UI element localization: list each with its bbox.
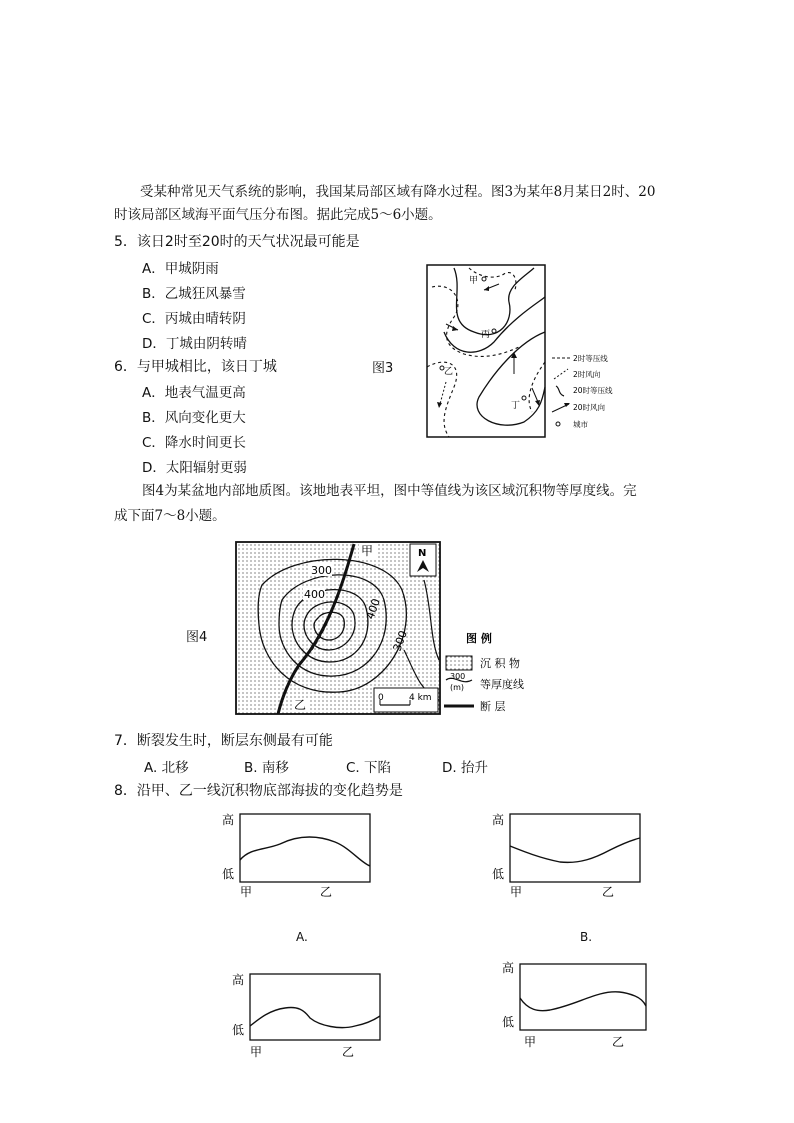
- city-ding-marker: [522, 396, 526, 400]
- question-6-option-b[interactable]: B．风向变化更大: [142, 410, 246, 426]
- graph-a-end: 乙: [320, 885, 333, 898]
- intro-paragraph-1-line-2: 时该局部区域海平面气压分布图。据此完成5～6小题。: [114, 207, 442, 223]
- question-7-option-d[interactable]: D. 抬升: [442, 760, 488, 776]
- question-6-option-a[interactable]: A．地表气温更高: [142, 385, 246, 401]
- intro-paragraph-1-line-1: 受某种常见天气系统的影响，我国某局部区域有降水过程。图3为某年8月某日2时、20: [140, 184, 656, 200]
- scale-end: 4 km: [409, 693, 432, 703]
- graph-a-curve: [240, 837, 370, 866]
- contour-label-400-left: 400: [304, 588, 325, 601]
- question-8-graph-d[interactable]: [500, 958, 660, 1054]
- contour-label-300-top: 300: [311, 564, 332, 577]
- question-8-graph-b[interactable]: [490, 808, 650, 898]
- figure-4-geology-map: [234, 540, 536, 716]
- graph-c-low: 低: [232, 1023, 245, 1037]
- figure-4-label: 图4: [186, 630, 208, 645]
- question-7-stem: 7．断裂发生时，断层东侧最有可能: [114, 733, 333, 749]
- graph-b-curve: [510, 838, 640, 862]
- city-bing-marker: [492, 329, 496, 333]
- isobar-20h-1: [454, 268, 534, 335]
- question-6-option-c[interactable]: C．降水时间更长: [142, 435, 246, 451]
- legend-2h-wind: 2时风向: [573, 370, 601, 379]
- question-5-option-b[interactable]: B．乙城狂风暴雪: [142, 286, 246, 302]
- question-7-option-b[interactable]: B. 南移: [244, 760, 289, 776]
- contour-label-400-right: 400: [363, 596, 384, 622]
- wind-arrow-5: [532, 388, 538, 402]
- intro-paragraph-2-line-2: 成下面7～8小题。: [114, 508, 226, 524]
- graph-b-end: 乙: [602, 885, 615, 898]
- question-6-option-d[interactable]: D．太阳辐射更弱: [142, 460, 247, 476]
- figure-3-frame: [427, 265, 545, 437]
- graph-c-start: 甲: [250, 1045, 263, 1059]
- question-8-graph-c[interactable]: [230, 964, 390, 1060]
- graph-b-start: 甲: [510, 885, 523, 898]
- legend-isoline-unit: (m): [450, 683, 465, 692]
- figure-3-pressure-map: [424, 262, 634, 442]
- question-6-stem: 6．与甲城相比，该日丁城: [114, 359, 277, 375]
- question-8-stem: 8．沿甲、乙一线沉积物底部海拔的变化趋势是: [114, 783, 403, 799]
- question-8-caption-a[interactable]: A.: [296, 930, 308, 944]
- question-8-caption-b[interactable]: B.: [580, 930, 593, 944]
- city-jia-label: 甲: [469, 276, 479, 286]
- question-5-option-c[interactable]: C．丙城由晴转阴: [142, 311, 246, 327]
- question-5-option-a[interactable]: A．甲城阴雨: [142, 261, 219, 277]
- intro-paragraph-2-line-1: 图4为某盆地内部地质图。该地地表平坦，图中等值线为该区域沉积物等厚度线。完: [142, 483, 637, 499]
- isobar-2h-1: [432, 286, 519, 356]
- graph-a-low: 低: [222, 867, 235, 881]
- point-yi-label: 乙: [294, 698, 307, 712]
- city-jia-marker: [482, 277, 486, 281]
- question-7-option-c[interactable]: C. 下陷: [346, 760, 392, 776]
- scale-zero: 0: [378, 693, 384, 703]
- question-8-graph-a[interactable]: [220, 808, 380, 898]
- graph-a-high: 高: [222, 813, 235, 827]
- question-5-stem: 5．该日2时至20时的天气状况最可能是: [114, 234, 360, 250]
- legend-isoline: 等厚度线: [480, 678, 524, 691]
- graph-c-high: 高: [232, 973, 245, 987]
- city-yi-label: 乙: [444, 367, 454, 377]
- question-7-option-a[interactable]: A. 北移: [144, 760, 189, 776]
- question-5-option-d[interactable]: D．丁城由阴转晴: [142, 336, 247, 352]
- legend-2h-isobar: 2时等压线: [573, 354, 608, 363]
- legend-20h-wind: 20时风向: [573, 403, 606, 412]
- graph-d-high: 高: [502, 961, 515, 975]
- legend-city: 城市: [573, 420, 588, 429]
- graph-c-curve: [250, 1007, 380, 1027]
- legend-isoline-value: 300: [450, 672, 466, 681]
- graph-d-low: 低: [502, 1015, 515, 1029]
- graph-a-start: 甲: [240, 885, 253, 898]
- legend-fault: 断 层: [480, 700, 506, 713]
- isobar-20h-2: [444, 297, 545, 352]
- legend-title: 图 例: [466, 632, 492, 645]
- legend-20h-isobar: 20时等压线: [573, 386, 613, 395]
- point-jia-label: 甲: [361, 544, 374, 558]
- graph-c-end: 乙: [342, 1045, 355, 1059]
- isobar-2h-4: [529, 362, 545, 412]
- graph-b-high: 高: [492, 813, 505, 827]
- graph-d-curve: [520, 992, 646, 1011]
- graph-b-low: 低: [492, 867, 505, 881]
- city-ding-label: 丁: [511, 401, 521, 411]
- legend-sediment-swatch: [446, 656, 472, 670]
- city-bing-label: 丙: [481, 330, 491, 340]
- contour-label-300-right: 300: [390, 628, 411, 654]
- legend-sediment: 沉 积 物: [480, 657, 520, 670]
- graph-d-start: 甲: [524, 1035, 537, 1049]
- wind-arrow-4: [440, 382, 446, 404]
- north-label: N: [418, 548, 427, 559]
- figure-3-label: 图3: [372, 361, 394, 376]
- graph-d-end: 乙: [612, 1035, 625, 1049]
